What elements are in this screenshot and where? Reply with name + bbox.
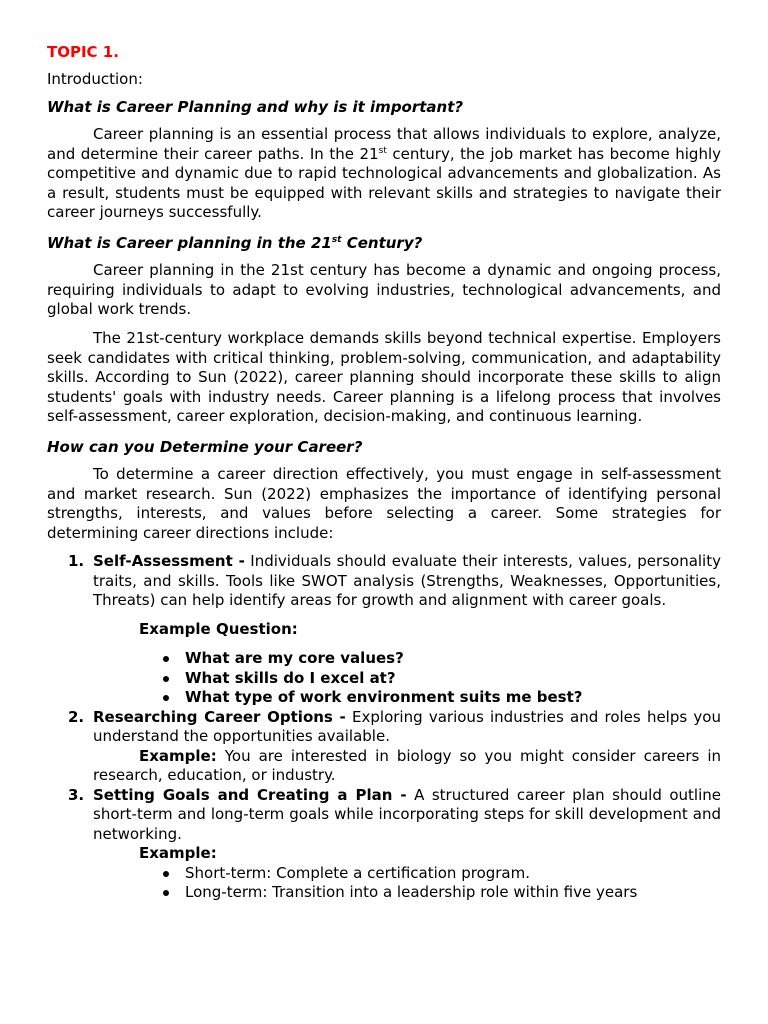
bullet-item: [185, 864, 721, 884]
bullet-list: [93, 649, 721, 708]
bullet-item: [185, 883, 721, 903]
question-heading-2: [47, 232, 721, 254]
bullet-item: [185, 688, 721, 708]
example-label: Example:: [139, 746, 217, 765]
paragraph-1-text: Career planning is an essential process that allows individuals to explore, analyze, and determine their career paths. In the 21: [47, 125, 721, 163]
bullet-item: [185, 649, 721, 669]
question-heading-1: What is Career Planning and why is it important?: [47, 98, 464, 116]
intro-label: Introduction:: [47, 70, 143, 88]
example-text: You are interested in biology so you might consider careers in research, education, or industry.: [93, 746, 721, 784]
bullet-item: [185, 669, 721, 689]
paragraph-2: Career planning in the 21st century has become a dynamic and ongoing process, requiring individuals to adapt to evolving industries, technological advancements, and global work trends.: [47, 261, 721, 318]
bullet-icon: [163, 695, 169, 701]
paragraph-3: The 21st-century workplace demands skills beyond technical expertise. Employers seek candidates with critical thinking, problem-solving, communication, and adaptability skills. According to Sun (2022), career planning should incorporate these skills to align students' goals with industry needs. Career planning is a lifelong process that involves self-assessment, career exploration, decision-making, and continuous learning.: [47, 329, 721, 425]
strategy-list: [47, 552, 721, 903]
example-label: Example:: [139, 844, 217, 862]
strategy-text: A structured career plan should outline short-term and long-term goals while incorporating steps for skill development and networking.: [93, 785, 721, 843]
example-line: [93, 844, 721, 864]
superscript: st: [331, 235, 342, 245]
paragraph-1: [47, 125, 721, 223]
list-number: 1.: [68, 552, 85, 570]
bullet-list: [93, 864, 721, 903]
paragraph-4: To determine a career direction effectively, you must engage in self-assessment and market research. Sun (2022) emphasizes the importance of identifying personal strengths, interests, and values before selecting a career. Some strategies for determining career directions include:: [47, 465, 721, 542]
example-label: Example Question:: [139, 620, 298, 638]
strategy-text: Exploring various industries and roles helps you understand the opportunities available.: [93, 707, 721, 745]
bullet-text: What skills do I excel at?: [185, 668, 396, 687]
strategy-title: Setting Goals and Creating a Plan -: [93, 785, 407, 804]
list-item: [47, 786, 721, 903]
strategy-title: Self-Assessment -: [93, 552, 245, 570]
question-2-text: What is Career planning in the 21: [47, 234, 332, 252]
superscript: st: [378, 145, 387, 156]
bullet-icon: [163, 656, 169, 662]
bullet-text: What are my core values?: [185, 649, 404, 667]
list-item: [47, 708, 721, 786]
bullet-icon: [163, 871, 169, 877]
bullet-text: What type of work environment suits me best?: [185, 688, 583, 706]
list-number: 3.: [68, 785, 85, 804]
bullet-icon: [163, 890, 169, 896]
strategy-title: Researching Career Options -: [93, 707, 346, 726]
topic-heading: TOPIC 1.: [47, 43, 119, 61]
paragraph-1-rest: century, the job market has become highly competitive and dynamic due to rapid technological advancements and globalization. As a result, students must be equipped with relevant skills and strategies to navigate their career journeys successfully.: [47, 144, 721, 221]
bullet-text: Short-term: Complete a certification program.: [185, 863, 531, 882]
question-2-rest: Century?: [341, 234, 423, 252]
example-line: [93, 747, 721, 786]
bullet-text: Long-term: Transition into a leadership role within five years: [185, 883, 638, 901]
list-item: [47, 552, 721, 708]
strategy-text: Individuals should evaluate their interests, values, personality traits, and skills. Tools like SWOT analysis (Strengths, Weaknesses, Opportunities, Threats) can help identify areas for growth and alignment with career goals.: [93, 552, 721, 609]
list-number: 2.: [68, 707, 85, 726]
question-heading-3: How can you Determine your Career?: [47, 438, 363, 456]
bullet-icon: [163, 676, 169, 682]
